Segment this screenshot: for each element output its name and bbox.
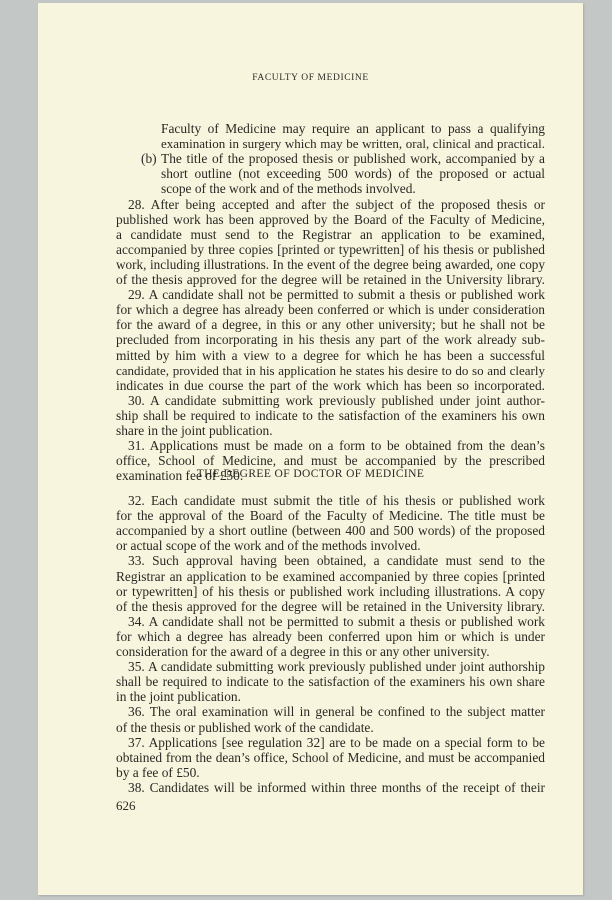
- text-line: or typewritten] of his thesis or published work including illustrations. A copy: [116, 583, 545, 599]
- text-line: (b) The title of the proposed thesis or published work, accompanied by a: [141, 151, 545, 167]
- text-line: published work has been approved by the Board of the Faculty of Medicine,: [116, 211, 545, 227]
- text-line: 31. Applications must be made on a form to be obtained from the dean’s: [128, 438, 545, 454]
- text-line: of the thesis approved for the degree will be retained in the University library.: [116, 598, 545, 614]
- text-line: a candidate must send to the Registrar an application to be examined,: [116, 226, 545, 242]
- text-line: 30. A candidate submitting work previously published under joint author-: [128, 392, 545, 408]
- page-number: 626: [116, 798, 136, 813]
- text-line: indicates in due course the part of the work which has been so incorporated.: [116, 377, 545, 393]
- text-line: 36. The oral examination will in general be confined to the subject matter: [128, 704, 545, 720]
- text-line: obtained from the dean’s office, School of Medicine, and must be accompanied: [116, 749, 545, 765]
- text-line: work, including illustrations. In the event of the degree being awarded, one copy: [116, 256, 545, 272]
- text-line: mitted by him with a view to a degree for which he has been a successful: [116, 347, 545, 363]
- text-line: Registrar an application to be examined accompanied by three copies [printed: [116, 568, 545, 584]
- text-line: of the thesis approved for the degree will be retained in the University library.: [116, 272, 545, 287]
- text-line: examination in surgery which may be written, oral, clinical and practical.: [161, 136, 545, 152]
- text-line: 38. Candidates will be informed within three months of the receipt of their: [128, 779, 545, 795]
- text-line: precluded from incorporating in his thesis any part of the work already sub-: [116, 332, 545, 348]
- text-line: ship shall be required to indicate to the satisfaction of the examiners his own: [116, 407, 545, 423]
- text-line: 29. A candidate shall not be permitted to submit a thesis or published work: [128, 287, 545, 303]
- text-line: of the thesis or published work of the candidate.: [116, 719, 374, 735]
- text-line: short outline (not exceeding 500 words) of the proposed or actual: [161, 166, 545, 182]
- text-line: or actual scope of the work and of the methods involved.: [116, 538, 421, 554]
- section-heading: THE DEGREE OF DOCTOR OF MEDICINE: [196, 468, 425, 480]
- text-line: shall be required to indicate to the satisfaction of the examiners his own share: [116, 674, 545, 690]
- text-line: consideration for the award of a degree in this or any other university.: [116, 644, 490, 659]
- text-line: Faculty of Medicine may require an applicant to pass a qualifying: [161, 121, 545, 136]
- text-line: 28. After being accepted and after the subject of the proposed thesis or: [128, 196, 545, 212]
- text-line: examination fee of £50.: [116, 468, 244, 484]
- text-line: 37. Applications [see regulation 32] are to be made on a special form to be: [128, 734, 545, 750]
- text-line: 32. Each candidate must submit the title of his thesis or published work: [128, 493, 545, 508]
- text-line: for which a degree has already been conferred or which is under consideration: [116, 302, 545, 318]
- text-line: 33. Such approval having been obtained, a candidate must send to the: [128, 553, 545, 569]
- text-line: accompanied by a short outline (between 400 and 500 words) of the proposed: [116, 523, 545, 539]
- text-line: 34. A candidate shall not be permitted to submit a thesis or published work: [128, 613, 545, 629]
- text-line: accompanied by three copies [printed or typewritten] of his thesis or published: [116, 241, 545, 257]
- text-line: by a fee of £50.: [116, 764, 200, 780]
- running-head: FACULTY OF MEDICINE: [252, 73, 369, 83]
- text-line: in the joint publication.: [116, 689, 241, 705]
- text-line: for the award of a degree, in this or any other university; but he shall not be: [116, 317, 545, 333]
- text-line: candidate, provided that in his application he states his desire to do so and clearly: [116, 362, 545, 378]
- text-line: 35. A candidate submitting work previously published under joint authorship: [128, 659, 545, 675]
- text-line: share in the joint publication.: [116, 423, 273, 438]
- text-line: office, School of Medicine, and must be accompanied by the prescribed: [116, 453, 545, 469]
- text-line: for which a degree has already been conferred upon him or which is under: [116, 628, 545, 644]
- text-line: scope of the work and of the methods involved.: [161, 181, 416, 197]
- document-page: [38, 3, 583, 895]
- text-line: for the approval of the Board of the Faculty of Medicine. The title must be: [116, 508, 545, 524]
